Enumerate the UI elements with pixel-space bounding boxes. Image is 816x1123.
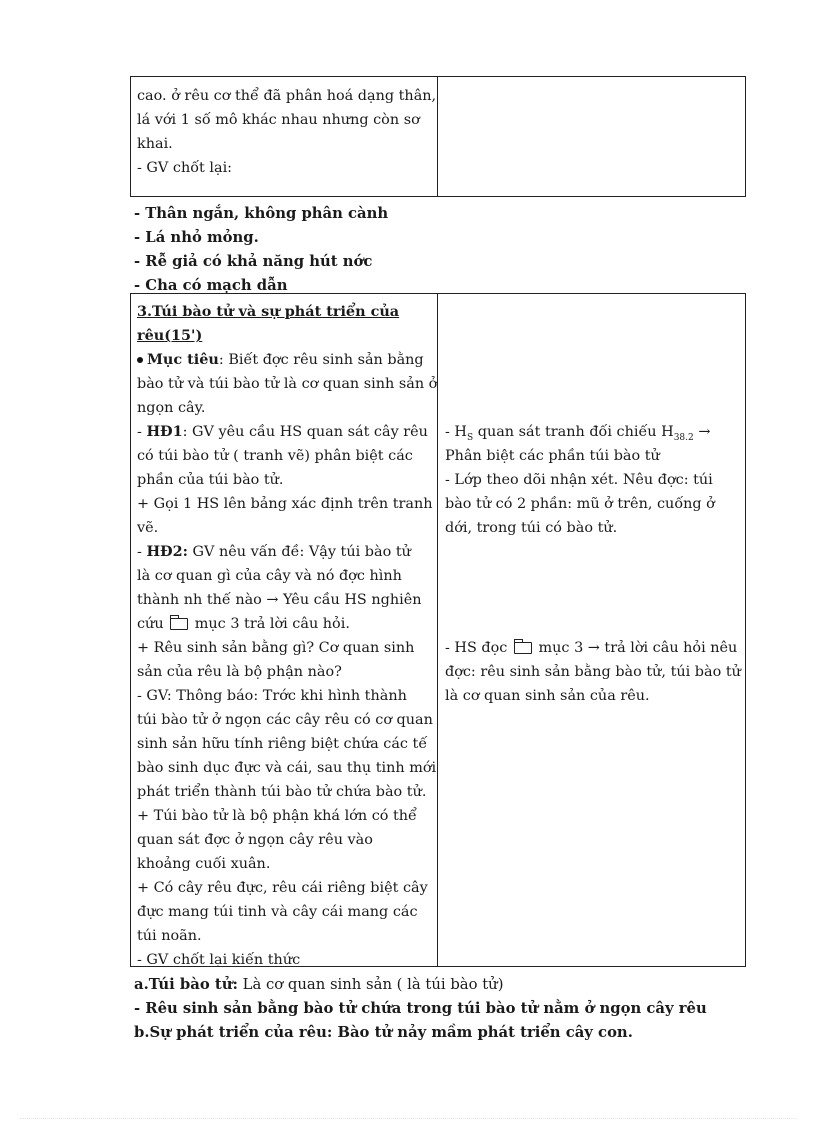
left-rest-line-9: quan sát đợc ở ngọn cây rêu vào (137, 832, 373, 848)
section3-heading-line2: rêu(15') (137, 327, 203, 344)
hd2-text-1: GV nêu vấn đề: Vậy túi bào tử (187, 544, 411, 560)
left-rest-line-10: khoảng cuối xuân. (137, 856, 271, 872)
hd2-line-4 (137, 612, 350, 636)
top-table-right-cell (437, 76, 746, 197)
folder-icon (170, 618, 188, 630)
summary1-line-1: - Thân ngắn, không phân cành (134, 205, 389, 222)
summary1-line-2: - Lá nhỏ mỏng. (134, 229, 259, 246)
objective-label: Mục tiêu (147, 351, 219, 368)
summary2-text-b: Bào tử nảy mầm phát triển cây con. (332, 1024, 633, 1041)
left-rest-line-12: đực mang túi tinh và cây cái mang các (137, 904, 418, 920)
hd1-line-3: phần của túi bào tử. (137, 472, 284, 488)
hd2-line-2: là cơ quan gì của cây và nó đợc hình (137, 568, 402, 584)
summary2-line-3 (134, 1021, 633, 1045)
right-hs1-sub2: 38.2 (673, 432, 694, 443)
left-rest-line-7: phát triển thành túi bào tử chứa bào tử. (137, 784, 427, 800)
objective-line-2: bào tử và túi bào tử là cơ quan sinh sản ở (137, 376, 438, 392)
objective-text-1: : Biết đợc rêu sinh sản bằng (218, 352, 424, 368)
bullet-icon (137, 357, 143, 363)
left-rest-line-3: - GV: Thông báo: Trớc khi hình thành (137, 688, 407, 704)
left-rest-line-13: túi noãn. (137, 928, 202, 944)
left-rest-line-6: bào sinh dục đực và cái, sau thụ tinh mới (137, 760, 437, 776)
right-line-1: Phân biệt các phần túi bào tử (445, 448, 660, 464)
summary2-text-a: Là cơ quan sinh sản ( là túi bào tử) (237, 976, 504, 993)
objective-line-3: ngọn cây. (137, 400, 206, 416)
right-line-3: bào tử có 2 phần: mũ ở trên, cuống ở (445, 496, 715, 512)
summary2-label-b: b.Sự phát triển của rêu: (134, 1024, 333, 1041)
right-line-4: dới, trong túi có bào tử. (445, 520, 618, 536)
hd2-text-4b: mục 3 trả lời câu hỏi. (194, 616, 350, 632)
right-hs2-a: - HS đọc (445, 640, 508, 656)
summary1-line-3: - Rễ giả có khả năng hút nớc (134, 253, 373, 270)
section3-right-cell (437, 293, 746, 967)
hd1-line-4: + Gọi 1 HS lên bảng xác định trên tranh (137, 496, 433, 512)
section3-left-cell (130, 293, 438, 967)
hd1-line-5: vẽ. (137, 520, 159, 536)
right-hs2-line (445, 636, 737, 660)
left-rest-line-4: túi bào tử ở ngọn các cây rêu có cơ quan (137, 712, 433, 728)
hd1-line-1: - HĐ1: GV yêu cầu HS quan sát cây rêu (137, 423, 428, 440)
page-bottom-divider (20, 1118, 796, 1119)
top-left-line-1: cao. ở rêu cơ thể đã phân hoá dạng thân, (137, 88, 437, 104)
hd2-text-4a: cứu (137, 616, 164, 632)
objective-line-1 (137, 348, 424, 372)
hd1-text-1: : GV yêu cầu HS quan sát cây rêu (182, 424, 428, 440)
left-rest-line-5: sinh sản hữu tính riêng biệt chứa các tế (137, 736, 428, 752)
right-hs1-c: → (693, 424, 711, 440)
hd1-label: HĐ1 (146, 423, 183, 440)
left-rest-line-14: - GV chốt lại kiến thức (137, 952, 301, 968)
hd2-label: HĐ2: (146, 543, 188, 560)
top-table-left-cell (130, 76, 438, 197)
top-left-line-3: khai. (137, 136, 173, 152)
right-hs2-b: mục 3 → trả lời câu hỏi nêu (538, 640, 738, 656)
hd1-line-2: có túi bào tử ( tranh vẽ) phân biệt các (137, 448, 413, 464)
left-rest-line-8: + Túi bào tử là bộ phận khá lớn có thể (137, 808, 417, 824)
top-left-line-4: - GV chốt lại: (137, 160, 233, 176)
left-rest-line-1: + Rêu sinh sản bằng gì? Cơ quan sinh (137, 640, 415, 656)
right-hs1-b: quan sát tranh đối chiếu H (473, 424, 674, 440)
folder-icon (514, 642, 532, 654)
right-hs1-a: - H (445, 424, 467, 440)
left-rest-line-11: + Có cây rêu đực, rêu cái riêng biệt cây (137, 880, 428, 896)
summary2-line-2: - Rêu sinh sản bằng bào tử chứa trong túi bào tử nằm ở ngọn cây rêu (134, 1000, 707, 1017)
hd2-line-3: thành nh thế nào → Yêu cầu HS nghiên (137, 592, 422, 608)
summary2-line-1 (134, 973, 504, 997)
right-line-2: - Lớp theo dõi nhận xét. Nêu đợc: túi (445, 472, 713, 488)
top-left-line-2: lá với 1 số mô khác nhau nhưng còn sơ (137, 112, 420, 128)
right-line-5: đợc: rêu sinh sản bằng bào tử, túi bào tử (445, 664, 741, 680)
right-hs1-sub: S (467, 432, 474, 443)
summary1-line-4: - Cha có mạch dẫn (134, 277, 288, 294)
summary2-label-a: a.Túi bào tử: (134, 976, 238, 993)
right-line-6: là cơ quan sinh sản của rêu. (445, 688, 650, 704)
hd2-line-1: - HĐ2: GV nêu vấn đề: Vậy túi bào tử (137, 543, 411, 560)
section3-heading-line1: 3.Túi bào tử và sự phát triển của (137, 303, 400, 320)
left-rest-line-2: sản của rêu là bộ phận nào? (137, 664, 342, 680)
